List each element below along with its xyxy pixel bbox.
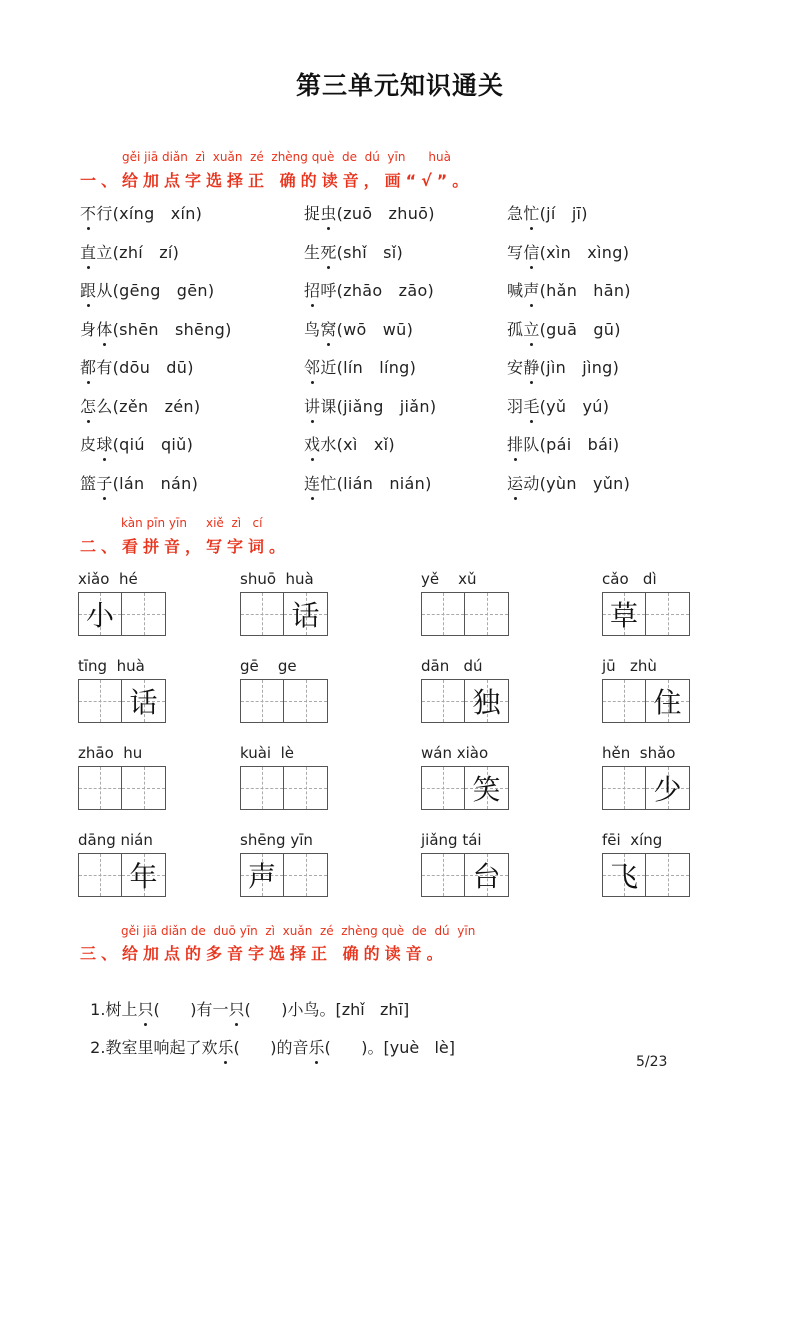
word-cell — [78, 831, 240, 918]
q1-text-c: ( )小鸟。[zhǐ zhī] — [244, 1000, 410, 1019]
item-prefix: 写 — [507, 242, 524, 262]
item-rest: (shǐ sǐ) — [336, 242, 404, 262]
char-box[interactable] — [78, 853, 122, 897]
item-prefix: 身 — [80, 319, 97, 339]
word-pinyin: shuō huà — [240, 570, 314, 588]
item-rest: (jìn jìng) — [539, 358, 620, 377]
char-box-text: 少 — [653, 773, 682, 806]
choice-item[interactable] — [304, 317, 507, 356]
choice-item[interactable] — [80, 278, 304, 317]
tian-grid — [78, 679, 240, 723]
item-dotted-char: 体 — [96, 317, 112, 340]
item-rest: 么(zěn zén) — [96, 396, 201, 416]
item-dotted-char: 招 — [304, 278, 320, 301]
choice-item[interactable] — [304, 355, 507, 394]
char-box[interactable] — [646, 853, 690, 897]
item-rest: (lán nán) — [112, 473, 199, 493]
char-box[interactable] — [421, 766, 465, 810]
choice-item[interactable] — [507, 240, 720, 279]
tian-grid — [240, 766, 421, 810]
choice-item[interactable] — [80, 471, 304, 510]
section2-heading: 二、看拼音，写字词。 — [80, 537, 291, 556]
word-pinyin: kuài lè — [240, 744, 295, 762]
char-box[interactable] — [602, 766, 646, 810]
char-box-text: 住 — [653, 686, 682, 719]
item-rest: (jí jī) — [539, 204, 588, 223]
item-dotted-char: 球 — [96, 432, 112, 455]
tian-grid — [240, 592, 421, 636]
char-box[interactable] — [240, 592, 284, 636]
question-1 — [80, 978, 409, 1020]
word-cell — [421, 657, 602, 744]
tian-grid — [602, 766, 698, 810]
word-pinyin: dāng nián — [78, 831, 153, 849]
q2-text-c: ( )。[yuè lè] — [324, 1038, 455, 1057]
char-box-text: 声 — [247, 860, 276, 893]
tian-grid — [240, 853, 421, 897]
section1-items — [80, 201, 720, 509]
char-box-text: 草 — [609, 599, 638, 632]
item-rest: 立(zhí zí) — [96, 242, 180, 262]
char-box[interactable] — [122, 853, 166, 897]
q2-text-b: ( )的音 — [233, 1038, 309, 1057]
section2-pinyin: kàn pīn yīn xiě zì cí — [121, 516, 263, 530]
char-box[interactable] — [284, 679, 328, 723]
char-box[interactable] — [465, 679, 509, 723]
item-dotted-char: 讲 — [304, 394, 320, 417]
item-rest: 队(pái bái) — [523, 435, 620, 454]
item-rest: (yǔ yú) — [539, 396, 610, 416]
item-dotted-char: 都 — [80, 355, 96, 378]
tian-grid — [78, 853, 240, 897]
item-dotted-char: 子 — [96, 471, 112, 494]
item-rest: 忙(lián nián) — [320, 473, 432, 493]
choice-item[interactable] — [304, 278, 507, 317]
word-pinyin: dān dú — [421, 657, 483, 675]
tian-grid — [240, 679, 421, 723]
word-cell — [78, 570, 240, 657]
word-cell — [78, 744, 240, 831]
char-box-text: 年 — [129, 860, 158, 893]
tian-grid — [421, 853, 602, 897]
char-box[interactable] — [122, 592, 166, 636]
char-box[interactable] — [284, 853, 328, 897]
tian-grid — [602, 679, 698, 723]
choice-item[interactable] — [507, 355, 720, 394]
choice-item[interactable] — [507, 394, 720, 433]
char-box[interactable] — [240, 766, 284, 810]
q1-text-b: ( )有一 — [153, 1000, 229, 1019]
word-cell — [240, 657, 421, 744]
item-prefix: 皮 — [80, 435, 97, 454]
char-box[interactable] — [78, 592, 122, 636]
item-rest: 近(lín líng) — [320, 358, 417, 377]
item-dotted-char: 静 — [523, 355, 539, 378]
char-box[interactable] — [240, 853, 284, 897]
choice-item[interactable] — [507, 278, 720, 317]
char-box[interactable] — [646, 766, 690, 810]
word-pinyin: shēng yīn — [240, 831, 313, 849]
char-box-text: 台 — [472, 860, 501, 893]
choice-item[interactable] — [507, 471, 720, 510]
item-prefix: 捉 — [304, 204, 321, 223]
tian-grid — [421, 679, 602, 723]
q1-dotted-char-2: 只 — [228, 997, 244, 1020]
char-box[interactable] — [465, 766, 509, 810]
section2-words — [78, 570, 698, 918]
item-dotted-char: 排 — [507, 432, 523, 455]
q2-text-a: 2.教室里响起了欢 — [90, 1038, 218, 1057]
page-number: 5/23 — [636, 1054, 668, 1070]
item-dotted-char: 忙 — [523, 201, 539, 224]
word-cell — [421, 744, 602, 831]
char-box[interactable] — [646, 592, 690, 636]
item-dotted-char: 毛 — [523, 394, 539, 417]
word-pinyin: tīng huà — [78, 657, 145, 675]
item-rest: (hǎn hān) — [539, 281, 631, 300]
word-cell — [240, 744, 421, 831]
char-box[interactable] — [602, 853, 646, 897]
q2-dotted-char-2: 乐 — [308, 1035, 324, 1058]
char-box[interactable] — [284, 766, 328, 810]
choice-item[interactable] — [304, 394, 507, 433]
item-prefix: 羽 — [507, 396, 524, 416]
char-box[interactable] — [465, 853, 509, 897]
char-box[interactable] — [78, 679, 122, 723]
word-cell — [602, 657, 698, 744]
item-prefix: 鸟 — [304, 319, 321, 339]
question-2 — [80, 1016, 455, 1058]
item-prefix: 安 — [507, 358, 524, 377]
item-dotted-char: 死 — [320, 240, 336, 263]
choice-item[interactable] — [507, 432, 720, 471]
char-box[interactable] — [78, 766, 122, 810]
word-pinyin: jū zhù — [602, 657, 657, 675]
item-rest: (wō wū) — [336, 319, 414, 339]
item-rest: (zuō zhuō) — [336, 204, 435, 223]
choice-item[interactable] — [304, 201, 507, 240]
tian-grid — [602, 853, 698, 897]
item-rest: 有(dōu dū) — [96, 358, 194, 377]
item-rest: (xìn xìng) — [539, 242, 630, 262]
char-box[interactable] — [602, 592, 646, 636]
tian-grid — [421, 592, 602, 636]
tian-grid — [602, 592, 698, 636]
choice-item[interactable] — [507, 317, 720, 356]
item-dotted-char: 虫 — [320, 201, 336, 224]
choice-item[interactable] — [80, 201, 304, 240]
char-box[interactable] — [646, 679, 690, 723]
word-pinyin: zhāo hu — [78, 744, 143, 762]
item-dotted-char: 跟 — [80, 278, 96, 301]
item-dotted-char: 直 — [80, 240, 96, 263]
word-cell — [602, 831, 698, 918]
word-cell — [421, 570, 602, 657]
word-cell — [240, 831, 421, 918]
item-dotted-char: 不 — [80, 201, 96, 224]
item-rest: 行(xíng xín) — [96, 204, 203, 223]
item-dotted-char: 信 — [523, 240, 539, 263]
item-rest: 从(gēng gēn) — [96, 281, 215, 300]
char-box[interactable] — [240, 679, 284, 723]
item-dotted-char: 运 — [507, 471, 523, 494]
tian-grid — [78, 766, 240, 810]
char-box-text: 独 — [472, 686, 501, 719]
item-rest: 水(xì xǐ) — [320, 435, 395, 454]
q1-dotted-char-1: 只 — [137, 997, 153, 1020]
char-box[interactable] — [421, 853, 465, 897]
choice-item[interactable] — [80, 432, 304, 471]
word-pinyin: cǎo dì — [602, 570, 657, 588]
word-pinyin: wán xiào — [421, 744, 489, 762]
char-box[interactable] — [421, 592, 465, 636]
char-box-text: 话 — [291, 599, 320, 632]
char-box[interactable] — [284, 592, 328, 636]
page-title: 第三单元知识通关 — [295, 71, 504, 100]
choice-item[interactable] — [80, 240, 304, 279]
item-dotted-char: 声 — [523, 278, 539, 301]
item-dotted-char: 怎 — [80, 394, 96, 417]
char-box[interactable] — [421, 679, 465, 723]
section1-heading: 一、给加点字选择正 确的读音，画“√”。 — [80, 171, 474, 190]
choice-item[interactable] — [304, 240, 507, 279]
char-box-text: 笑 — [472, 773, 501, 806]
word-pinyin: fēi xíng — [602, 831, 663, 849]
word-pinyin: jiǎng tái — [421, 831, 482, 849]
tian-grid — [78, 592, 240, 636]
item-rest: 动(yùn yǔn) — [523, 473, 631, 493]
item-prefix: 篮 — [80, 473, 97, 493]
word-cell — [240, 570, 421, 657]
item-dotted-char: 戏 — [304, 432, 320, 455]
item-prefix: 生 — [304, 242, 321, 262]
word-cell — [602, 744, 698, 831]
q2-dotted-char-1: 乐 — [217, 1035, 233, 1058]
char-box-text: 小 — [85, 599, 114, 632]
item-dotted-char: 邻 — [304, 355, 320, 378]
item-prefix: 孤 — [507, 319, 524, 339]
word-pinyin: xiǎo hé — [78, 570, 138, 588]
item-rest: 课(jiǎng jiǎn) — [320, 396, 437, 416]
word-cell — [78, 657, 240, 744]
char-box[interactable] — [122, 679, 166, 723]
q1-text-a: 1.树上 — [90, 1000, 138, 1019]
tian-grid — [421, 766, 602, 810]
word-pinyin: hěn shǎo — [602, 744, 676, 762]
choice-item[interactable] — [304, 471, 507, 510]
word-cell — [421, 831, 602, 918]
char-box-text: 飞 — [609, 860, 638, 893]
item-dotted-char: 连 — [304, 471, 320, 494]
item-dotted-char: 立 — [523, 317, 539, 340]
word-pinyin: yě xǔ — [421, 570, 477, 588]
item-rest: (qiú qiǔ) — [112, 435, 194, 454]
item-rest: 呼(zhāo zāo) — [320, 281, 435, 300]
item-rest: (shēn shēng) — [112, 319, 232, 339]
item-prefix: 喊 — [507, 281, 524, 300]
char-box[interactable] — [465, 592, 509, 636]
item-prefix: 急 — [507, 204, 524, 223]
word-pinyin: gē ge — [240, 657, 297, 675]
item-dotted-char: 窝 — [320, 317, 336, 340]
item-rest: (guā gū) — [539, 319, 621, 339]
char-box[interactable] — [122, 766, 166, 810]
choice-item[interactable] — [80, 394, 304, 433]
section3-pinyin: gěi jiā diǎn de duō yīn zì xuǎn zé zhèng què de dú yīn — [121, 924, 476, 938]
choice-item[interactable] — [80, 317, 304, 356]
choice-item[interactable] — [507, 201, 720, 240]
section3-heading: 三、给加点的多音字选择正 确的读音。 — [80, 944, 448, 963]
choice-item[interactable] — [80, 355, 304, 394]
word-cell — [602, 570, 698, 657]
section1-pinyin: gěi jiā diǎn zì xuǎn zé zhèng què de dú yīn huà — [122, 150, 451, 164]
choice-item[interactable] — [304, 432, 507, 471]
char-box-text: 话 — [129, 686, 158, 719]
char-box[interactable] — [602, 679, 646, 723]
